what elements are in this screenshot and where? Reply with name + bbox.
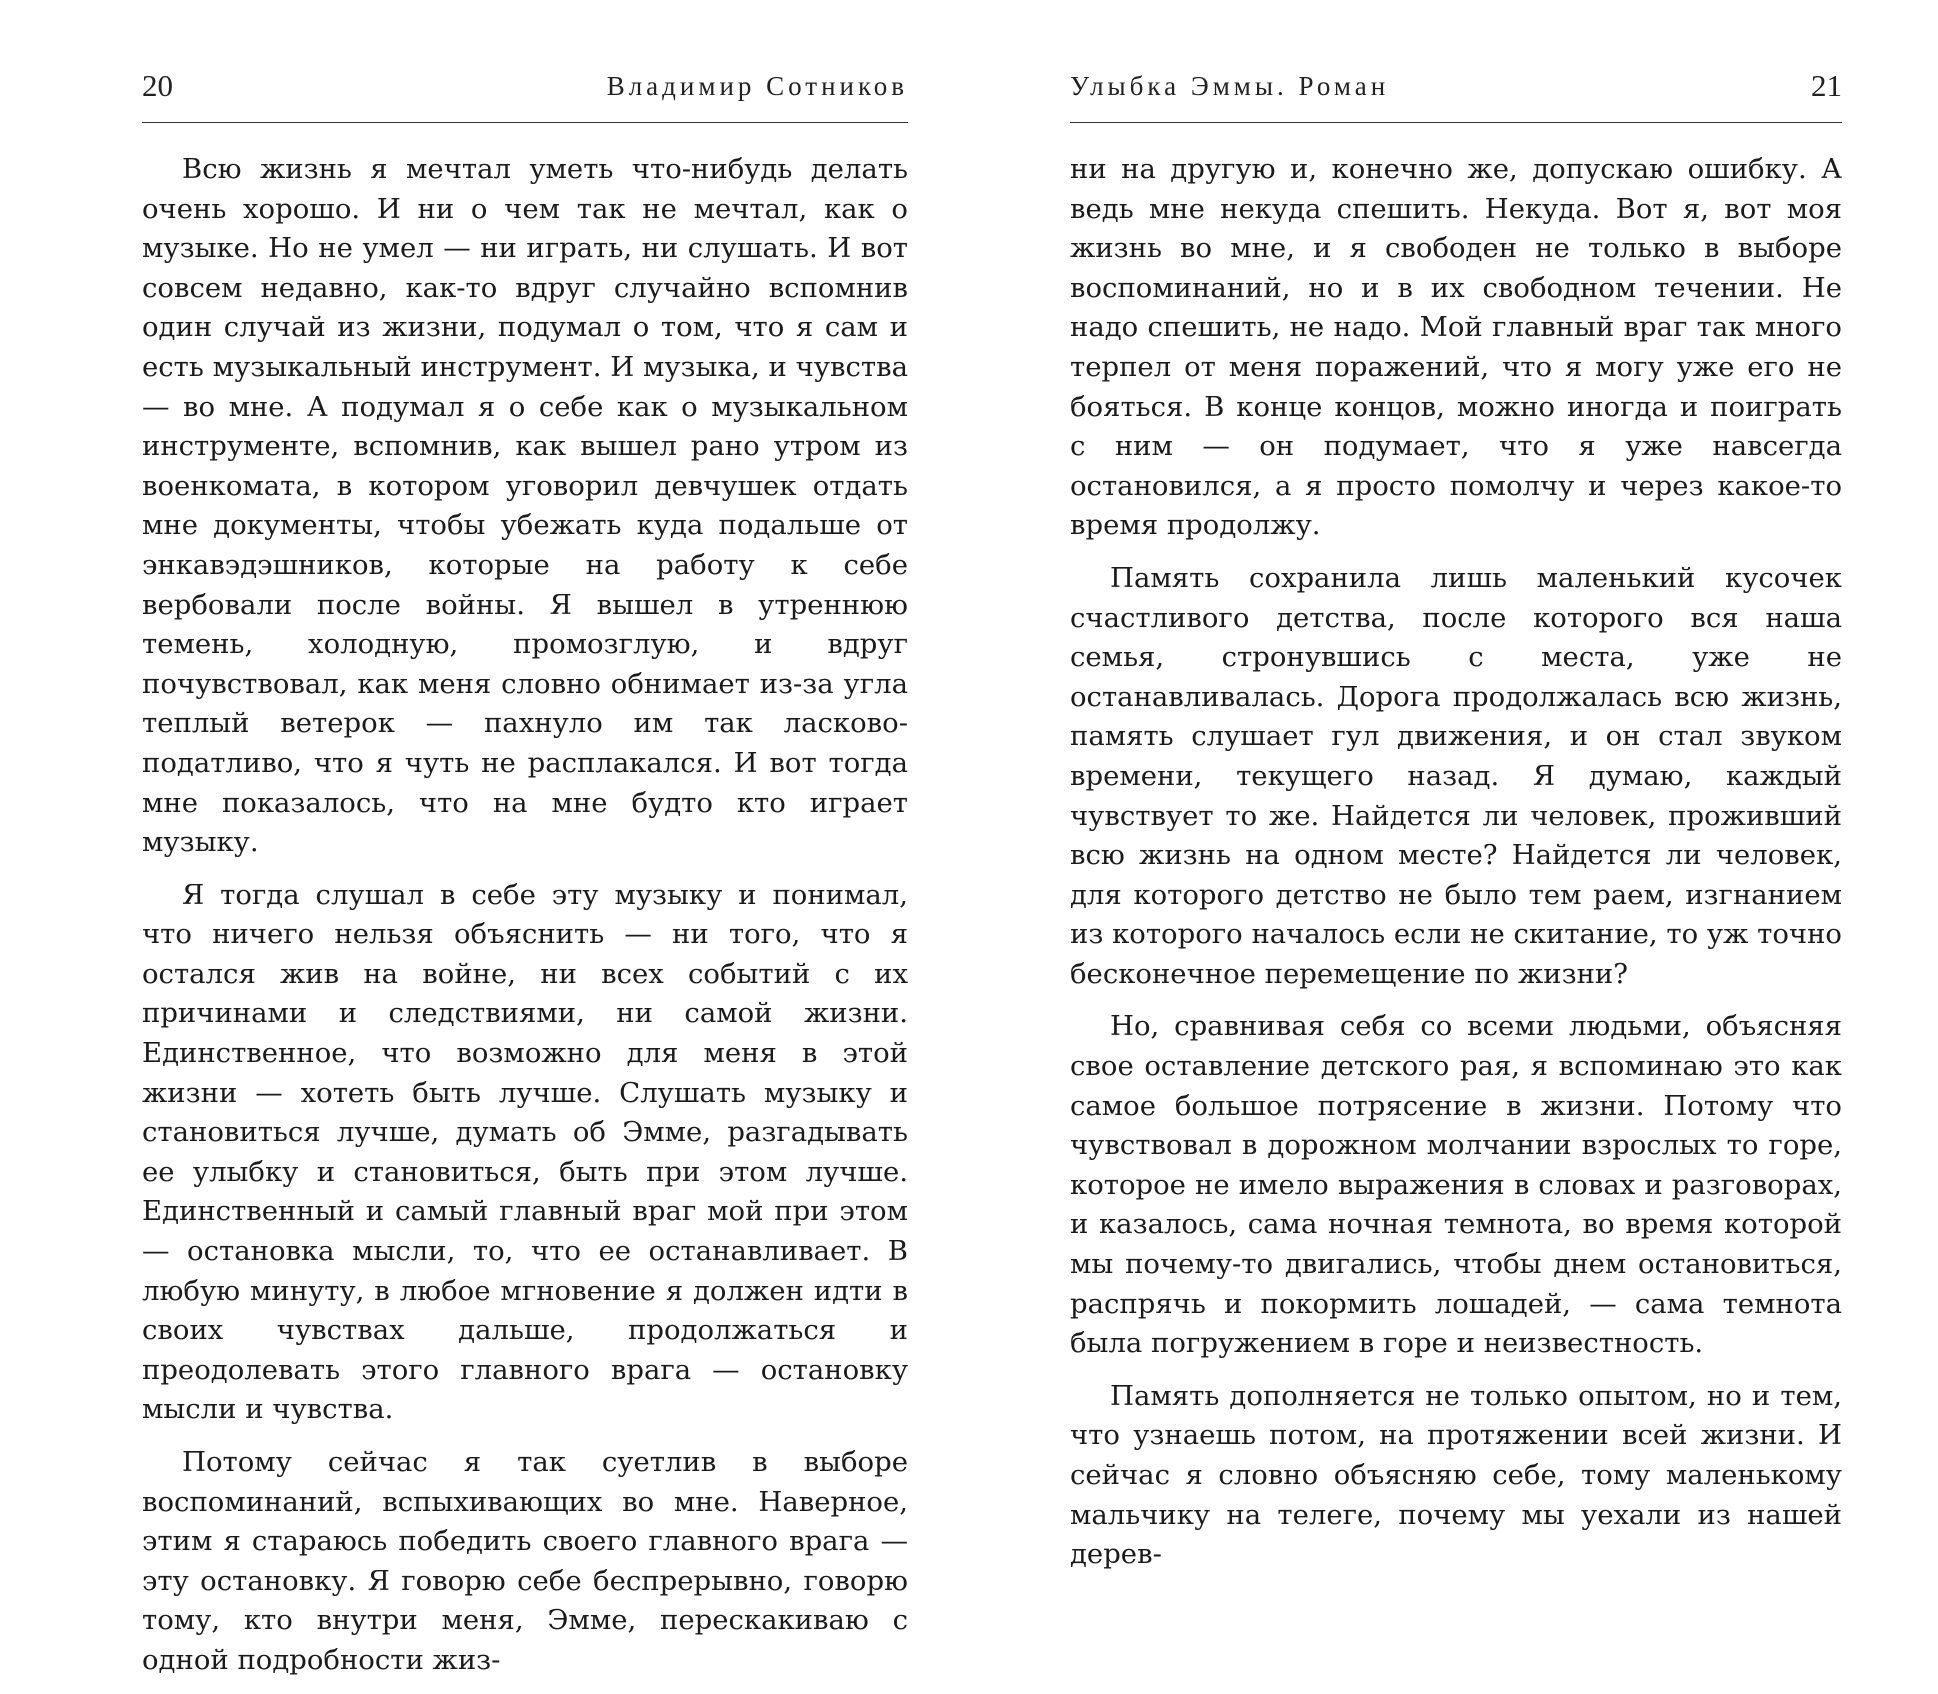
left-paragraph-2: Я тогда слушал в себе эту музыку и понимал, что ничего нельзя объяснить — ни того, что я остался жив на войне, ни всех событий с их причинами и следствиями, ни самой жизни. Единственное, что возможно для меня в этой жизни — хотеть быть лучше. Слушать музыку и становиться лучше, думать об Эмме, разгадывать ее улыбку и становиться, быть при этом лучше. Единственный и самый главный враг мой при этом — остановка мысли, то, что ее останавливает. В любую минуту, в любое мгновение я должен идти в своих чувствах дальше, продолжаться и преодолевать этого главного врага — остановку мысли и чувства. — [142, 878, 908, 1426]
left-paragraph-1: Всю жизнь я мечтал уметь что-нибудь делать очень хорошо. И ни о чем так не мечтал, как о музыке. Но не умел — ни играть, ни слушать. И вот совсем недавно, как-то вдруг случайно вспомнив один случай из жизни, подумал о том, что я сам и есть музыкальный инструмент. И музыка, и чувства — во мне. А подумал я о себе как о музыкальном инструменте, вспомнив, как вышел рано утром из военкомата, в котором уговорил девчушек отдать мне документы, чтобы убежать куда подальше от энкавэдэшников, которые на работу к себе вербовали после войны. Я вышел в утреннюю темень, холодную, промозглую, и вдруг почувствовал, как меня словно обнимает из-за угла теплый ветерок — пахнуло им так ласково-податливо, что я чуть не расплакался. И вот тогда мне показалось, что на мне будто кто играет музыку. — [142, 153, 908, 859]
left-header-author: Владимир Сотников — [606, 71, 908, 101]
right-page-number: 21 — [1811, 68, 1842, 103]
left-page-number: 20 — [142, 68, 173, 103]
left-page — [142, 0, 908, 1676]
left-text-block — [142, 150, 908, 1694]
right-header-rule — [1070, 122, 1842, 123]
left-paragraph-3: Потому сейчас я так суетлив в выборе воспоминаний, вспыхивающих во мне. Наверное, этим я стараюсь победить своего главного врага — эту остановку. Я говорю себе беспрерывно, говорю тому, кто внутри меня, Эмме, перескакиваю с одной подробности жиз- — [142, 1446, 908, 1676]
right-paragraph-3: Но, сравнивая себя со всеми людьми, объясняя свое оставление детского рая, я вспоминаю это как самое большое потрясение в жизни. Потому что чувствовал в дорожном молчании взрослых то горе, которое не имело выражения в словах и разговорах, и казалось, сама ночная темнота, во время которой мы почему-то двигались, чтобы днем остановиться, распрячь и покормить лошадей, — сама темнота была погружением в горе и неизвестность. — [1070, 1010, 1842, 1360]
left-header-rule — [142, 122, 908, 123]
right-running-head — [1070, 68, 1842, 118]
left-running-head — [142, 68, 908, 118]
right-paragraph-2: Память сохранила лишь маленький кусочек счастливого детства, после которого вся наша семья, стронувшись с места, уже не останавливалась. Дорога продолжалась всю жизнь, память слушает гул движения, и он стал звуком времени, текущего назад. Я думаю, каждый чувствует то же. Найдется ли человек, проживший всю жизнь на одном месте? Найдется ли человек, для которого детство не было тем раем, изгнанием из которого началось если не скитание, то уж точно бесконечное перемещение по жизни? — [1070, 561, 1842, 990]
right-paragraph-4: Память дополняется не только опытом, но и тем, что узнаешь потом, на протяжении всей жизни. И сейчас я словно объясняю себе, тому маленькому мальчику на телеге, почему мы уехали из нашей дерев- — [1070, 1379, 1842, 1571]
right-text-block — [1070, 150, 1842, 1588]
right-page — [1070, 0, 1842, 1571]
right-paragraph-1: ни на другую и, конечно же, допускаю ошибку. А ведь мне некуда спешить. Некуда. Вот я, вот моя жизнь во мне, и я свободен не только в выборе воспоминаний, но и в их свободном течении. Не надо спешить, не надо. Мой главный враг так много терпел от меня поражений, что я могу уже его не бояться. В конце концов, можно иногда и поиграть с ним — он подумает, что я уже навсегда остановился, а я просто помолчу и через какое-то время продолжу. — [1070, 153, 1842, 542]
right-header-title: Улыбка Эммы. Роман — [1070, 71, 1390, 101]
